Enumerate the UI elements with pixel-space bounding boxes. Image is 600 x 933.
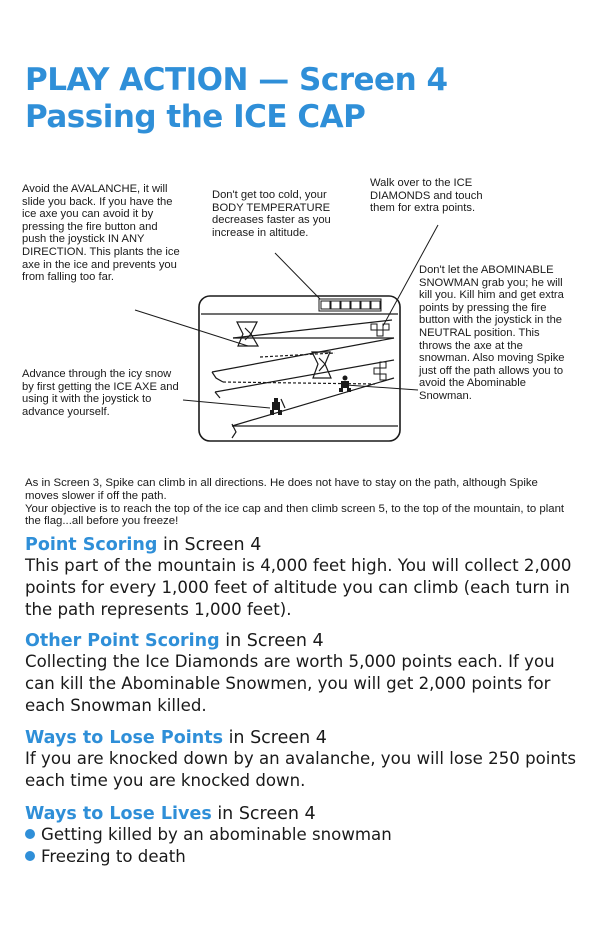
bullet-dot-icon: [25, 851, 35, 861]
section-point-scoring: [25, 535, 585, 621]
caption-body-temperature: Don't get too cold, your BODY TEMPERATURE decreases faster as you increase in altitude.: [212, 189, 331, 239]
list-item-text: Getting killed by an abominable snowman: [41, 825, 392, 844]
callout-lines: [135, 225, 438, 408]
avalanche-shape-2: [312, 352, 331, 378]
list-item: [25, 846, 585, 868]
score-counter-boxes: [319, 299, 381, 311]
heading-rest: in Screen 4: [157, 535, 262, 555]
section-heading: [25, 631, 585, 651]
intro-paragraph-1: As in Screen 3, Spike can climb in all directions. He does not have to stay on the path, although Spike moves slower if off the path.: [25, 477, 538, 502]
list-item: [25, 824, 585, 846]
bullet-dot-icon: [25, 829, 35, 839]
section-ways-to-lose-points: [25, 728, 585, 792]
heading-highlight: Other Point Scoring: [25, 631, 220, 651]
lose-lives-list: [25, 824, 585, 868]
section-body: Collecting the Ice Diamonds are worth 5,000 points each. If you can kill the Abominable Snowmen, you will get 2,000 points for each Snowman killed.: [25, 652, 555, 715]
heading-rest: in Screen 4: [211, 804, 316, 824]
section-heading: [25, 728, 585, 748]
mountain-path: [212, 320, 398, 438]
heading-highlight: Ways to Lose Lives: [25, 804, 212, 824]
intro-text: [25, 477, 570, 528]
section-body: This part of the mountain is 4,000 feet high. You will collect 2,000 points for every 1,000 feet of altitude you can climb (each turn in the path represents 1,000 feet).: [25, 556, 572, 619]
heading-highlight: Point Scoring: [25, 535, 158, 555]
intro-paragraph-2: Your objective is to reach the top of the ice cap and then climb screen 5, to the top of the mountain, to plant the flag...all before you freeze!: [25, 502, 565, 528]
heading-highlight: Ways to Lose Points: [25, 728, 223, 748]
caption-abominable-snowman: Don't let the ABOMINABLE SNOWMAN grab you; he will kill you. Kill him and get extra points by pressing the fire button with the joystick in the NEUTRAL position. This throws the axe at the snowman. Also moving Spike just off the path allows you to avoid the Abominable Snowman.: [419, 264, 565, 402]
ice-diamond-icon: [371, 324, 389, 380]
heading-rest: in Screen 4: [219, 631, 324, 651]
avalanche-shape: [237, 322, 258, 346]
section-heading: [25, 804, 585, 824]
section-body: If you are knocked down by an avalanche, you will lose 250 points each time you are knocked down.: [25, 749, 577, 790]
caption-avalanche: Avoid the AVALANCHE, it will slide you back. If you have the ice axe you can avoid it by pressing the fire button and push the joystick IN ANY DIRECTION. This plants the ice axe in the ice and prevents you from falling too far.: [22, 183, 180, 284]
list-item-text: Freezing to death: [41, 847, 186, 866]
section-other-point-scoring: [25, 631, 585, 717]
heading-rest: in Screen 4: [223, 728, 327, 748]
section-heading: [25, 535, 585, 555]
title-line-1: PLAY ACTION — Screen 4: [25, 62, 448, 98]
title-line-2: Passing the ICE CAP: [25, 99, 366, 135]
caption-ice-axe-advance: Advance through the icy snow by first getting the ICE AXE and using it with the joystick to advance yourself.: [22, 368, 179, 418]
section-ways-to-lose-lives: [25, 804, 585, 868]
caption-ice-diamonds: Walk over to the ICE DIAMONDS and touch them for extra points.: [370, 177, 483, 215]
